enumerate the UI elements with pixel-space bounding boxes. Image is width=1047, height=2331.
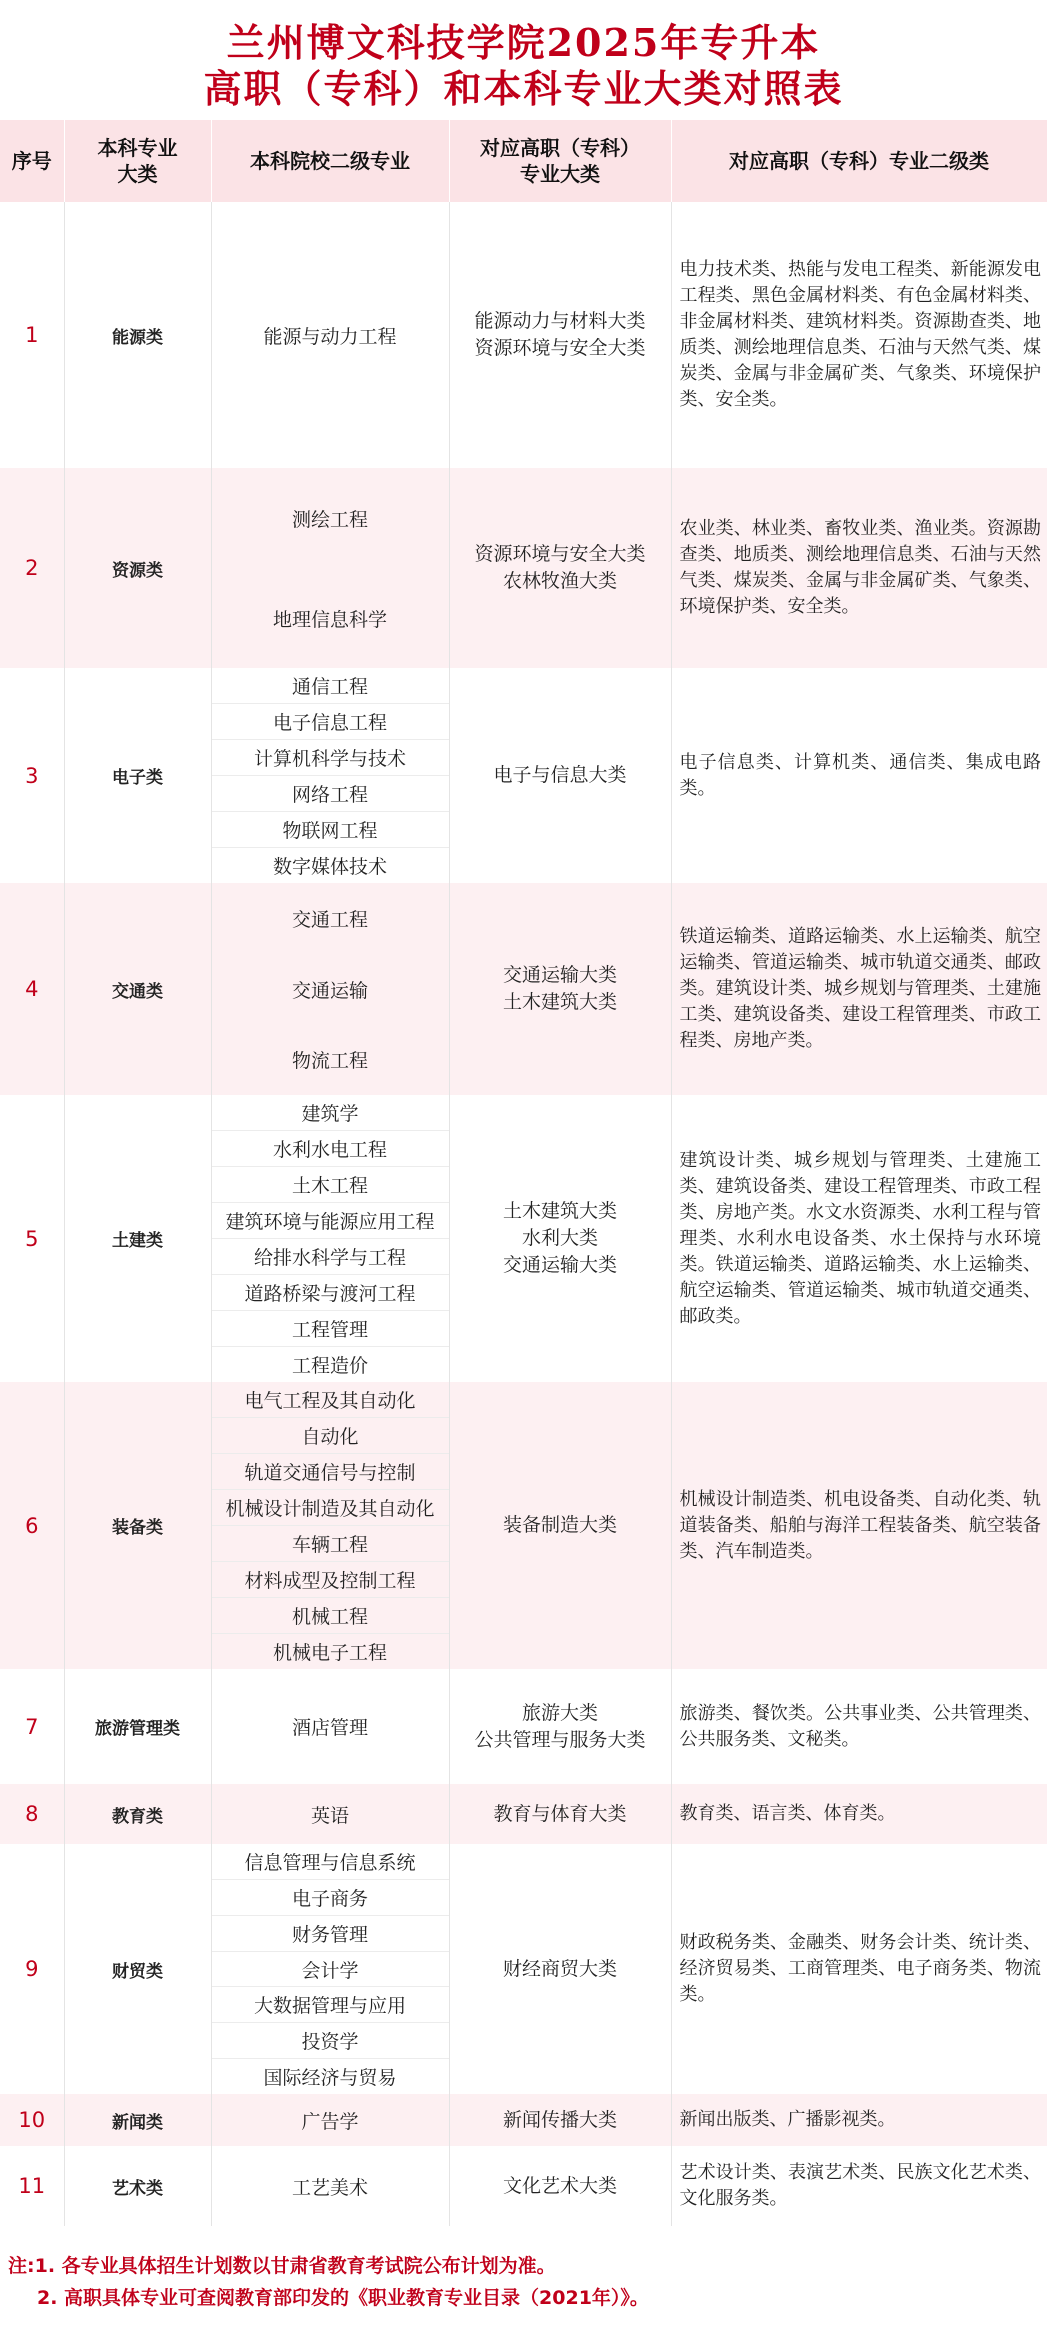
major-item: 自动化	[212, 1418, 449, 1454]
row-seq: 4	[0, 883, 64, 1095]
major-item: 网络工程	[212, 776, 449, 812]
major-item: 轨道交通信号与控制	[212, 1454, 449, 1490]
row-voc-subcategories: 农业类、林业类、畜牧业类、渔业类。资源勘查类、地质类、测绘地理信息类、石油与天然气类、煤炭类、金属与非金属矿类、气象类、环境保护类、安全类。	[671, 468, 1047, 668]
row-ug-category: 交通类	[64, 883, 211, 1095]
row-ug-category: 新闻类	[64, 2094, 211, 2146]
row-voc-subcategories: 电子信息类、计算机类、通信类、集成电路类。	[671, 668, 1047, 883]
voc-category-item: 旅游大类	[521, 1701, 598, 1724]
major-item: 电子信息工程	[212, 704, 449, 740]
row-ug-majors	[211, 1784, 449, 1844]
voc-category-item: 土木建筑大类	[502, 1200, 617, 1222]
table-row	[0, 883, 1047, 1095]
major-item: 物联网工程	[212, 812, 449, 848]
row-voc-category	[449, 202, 671, 468]
voc-category-item: 能源动力与材料大类	[474, 310, 646, 332]
row-seq: 9	[0, 1844, 64, 2094]
row-voc-subcategories: 机械设计制造类、机电设备类、自动化类、轨道装备类、船舶与海洋工程装备类、航空装备类、汽车制造类。	[671, 1382, 1047, 1669]
row-voc-category	[449, 1095, 671, 1382]
header-voc-category: 对应高职（专科） 专业大类	[449, 120, 671, 202]
row-ug-majors	[211, 2146, 449, 2226]
major-item: 大数据管理与应用	[212, 1987, 449, 2023]
header-ug-category: 本科专业 大类	[64, 120, 211, 202]
major-item: 交通运输	[291, 979, 368, 1002]
table-header-row	[0, 120, 1047, 202]
major-item: 土木工程	[212, 1167, 449, 1203]
row-voc-category	[449, 1382, 671, 1669]
major-item: 广告学	[301, 2110, 359, 2133]
row-ug-majors	[211, 668, 449, 883]
row-voc-subcategories: 教育类、语言类、体育类。	[671, 1784, 1047, 1844]
table-row	[0, 668, 1047, 883]
row-ug-category: 财贸类	[64, 1844, 211, 2094]
row-ug-majors	[211, 1669, 449, 1784]
major-item: 信息管理与信息系统	[212, 1844, 449, 1880]
voc-category-item: 装备制造大类	[502, 1514, 617, 1536]
voc-category-item: 交通运输大类	[502, 1254, 617, 1276]
major-item: 交通工程	[291, 908, 368, 931]
row-ug-majors	[211, 2094, 449, 2146]
voc-category-item: 电子与信息大类	[493, 764, 627, 786]
row-voc-category	[449, 1784, 671, 1844]
table-row	[0, 1095, 1047, 1382]
major-item: 工艺美术	[291, 2176, 368, 2199]
major-item: 建筑环境与能源应用工程	[212, 1203, 449, 1239]
row-seq: 7	[0, 1669, 64, 1784]
major-item: 会计学	[212, 1952, 449, 1988]
major-item: 建筑学	[212, 1095, 449, 1131]
table-row	[0, 2094, 1047, 2146]
row-voc-subcategories: 建筑设计类、城乡规划与管理类、土建施工类、建筑设备类、建设工程管理类、市政工程类、房地产类。水文水资源类、水利工程与管理类、水利水电设备类、水土保持与水环境类。铁道运输类、道路运输类、水上运输类、航空运输类、管道运输类、城市轨道交通类、邮政类。	[671, 1095, 1047, 1382]
major-item: 数字媒体技术	[272, 856, 387, 878]
row-ug-category: 艺术类	[64, 2146, 211, 2226]
row-voc-category	[449, 883, 671, 1095]
row-seq: 3	[0, 668, 64, 883]
table-row	[0, 1382, 1047, 1669]
table-row	[0, 1784, 1047, 1844]
row-voc-subcategories: 旅游类、餐饮类。公共事业类、公共管理类、公共服务类、文秘类。	[671, 1669, 1047, 1784]
major-item: 车辆工程	[212, 1526, 449, 1562]
header-voc-subcategories: 对应高职（专科）专业二级类	[671, 120, 1047, 202]
voc-category-item: 资源环境与安全大类	[474, 337, 646, 359]
table-row	[0, 202, 1047, 468]
major-item: 地理信息科学	[272, 608, 387, 631]
major-item: 酒店管理	[291, 1717, 368, 1739]
voc-category-item: 交通运输大类	[502, 964, 617, 986]
comparison-table	[0, 120, 1047, 2226]
row-ug-majors	[211, 1095, 449, 1382]
title-line-1: 兰州博文科技学院2025年专升本	[226, 20, 821, 65]
major-item: 通信工程	[212, 668, 449, 704]
major-item: 物流工程	[291, 1050, 368, 1073]
row-voc-category	[449, 1844, 671, 2094]
row-voc-subcategories: 新闻出版类、广播影视类。	[671, 2094, 1047, 2146]
major-item: 计算机科学与技术	[212, 740, 449, 776]
major-item: 水利水电工程	[212, 1131, 449, 1167]
table-row	[0, 468, 1047, 668]
major-item: 英语	[310, 1804, 349, 1827]
major-item: 工程造价	[291, 1355, 368, 1377]
row-ug-majors	[211, 468, 449, 668]
title-line-2: 高职（专科）和本科专业大类对照表	[203, 66, 844, 111]
row-ug-majors	[211, 1382, 449, 1669]
row-seq: 5	[0, 1095, 64, 1382]
row-ug-category: 装备类	[64, 1382, 211, 1669]
voc-category-item: 新闻传播大类	[502, 2108, 617, 2131]
major-item: 给排水科学与工程	[212, 1239, 449, 1275]
footnotes	[0, 2250, 1047, 2314]
row-voc-category	[449, 2146, 671, 2226]
major-item: 财务管理	[212, 1916, 449, 1952]
voc-category-item: 水利大类	[521, 1227, 598, 1249]
row-ug-category: 土建类	[64, 1095, 211, 1382]
major-item: 电子商务	[212, 1880, 449, 1916]
major-item: 国际经济与贸易	[263, 2067, 397, 2090]
row-voc-category	[449, 2094, 671, 2146]
voc-category-item: 农林牧渔大类	[502, 570, 617, 592]
row-voc-subcategories: 财政税务类、金融类、财务会计类、统计类、经济贸易类、工商管理类、电子商务类、物流类。	[671, 1844, 1047, 2094]
row-seq: 10	[0, 2094, 64, 2146]
voc-category-item: 教育与体育大类	[493, 1802, 627, 1825]
voc-category-item: 财经商贸大类	[502, 1957, 617, 1980]
page-title	[0, 0, 1047, 120]
footnote-1: 注:1. 各专业具体招生计划数以甘肃省教育考试院公布计划为准。	[8, 2255, 556, 2277]
header-ug-majors: 本科院校二级专业	[211, 120, 449, 202]
row-voc-category	[449, 1669, 671, 1784]
table-row	[0, 2146, 1047, 2226]
row-voc-category	[449, 468, 671, 668]
row-ug-majors	[211, 202, 449, 468]
table-row	[0, 1669, 1047, 1784]
row-voc-category	[449, 668, 671, 883]
row-voc-subcategories: 铁道运输类、道路运输类、水上运输类、航空运输类、管道运输类、城市轨道交通类、邮政类。建筑设计类、城乡规划与管理类、土建施工类、建筑设备类、建设工程管理类、市政工程类、房地产类。	[671, 883, 1047, 1095]
footnote-2: 2. 高职具体专业可查阅教育部印发的《职业教育专业目录（2021年）》。	[37, 2287, 649, 2309]
major-item: 材料成型及控制工程	[212, 1562, 449, 1598]
row-ug-majors	[211, 883, 449, 1095]
major-item: 机械工程	[212, 1598, 449, 1634]
row-ug-category: 资源类	[64, 468, 211, 668]
row-seq: 1	[0, 202, 64, 468]
table-row	[0, 1844, 1047, 2094]
voc-category-item: 公共管理与服务大类	[474, 1728, 646, 1751]
row-seq: 11	[0, 2146, 64, 2226]
row-seq: 8	[0, 1784, 64, 1844]
row-seq: 6	[0, 1382, 64, 1669]
major-item: 机械设计制造及其自动化	[212, 1490, 449, 1526]
row-voc-subcategories: 电力技术类、热能与发电工程类、新能源发电工程类、黑色金属材料类、有色金属材料类、非金属材料类、建筑材料类。资源勘查类、地质类、测绘地理信息类、石油与天然气类、煤炭类、金属与非金属矿类、气象类、环境保护类、安全类。	[671, 202, 1047, 468]
row-ug-category: 旅游管理类	[64, 1669, 211, 1784]
header-seq: 序号	[0, 120, 64, 202]
row-ug-category: 电子类	[64, 668, 211, 883]
major-item: 测绘工程	[291, 508, 368, 531]
major-item: 能源与动力工程	[263, 325, 397, 348]
major-item: 工程管理	[212, 1311, 449, 1347]
voc-category-item: 文化艺术大类	[502, 2174, 617, 2197]
row-ug-category: 教育类	[64, 1784, 211, 1844]
row-seq: 2	[0, 468, 64, 668]
row-ug-majors	[211, 1844, 449, 2094]
major-item: 投资学	[212, 2023, 449, 2059]
voc-category-item: 资源环境与安全大类	[474, 543, 646, 565]
major-item: 道路桥梁与渡河工程	[212, 1275, 449, 1311]
row-ug-category: 能源类	[64, 202, 211, 468]
major-item: 机械电子工程	[272, 1642, 387, 1664]
major-item: 电气工程及其自动化	[212, 1382, 449, 1418]
voc-category-item: 土木建筑大类	[502, 991, 617, 1013]
row-voc-subcategories: 艺术设计类、表演艺术类、民族文化艺术类、文化服务类。	[671, 2146, 1047, 2226]
